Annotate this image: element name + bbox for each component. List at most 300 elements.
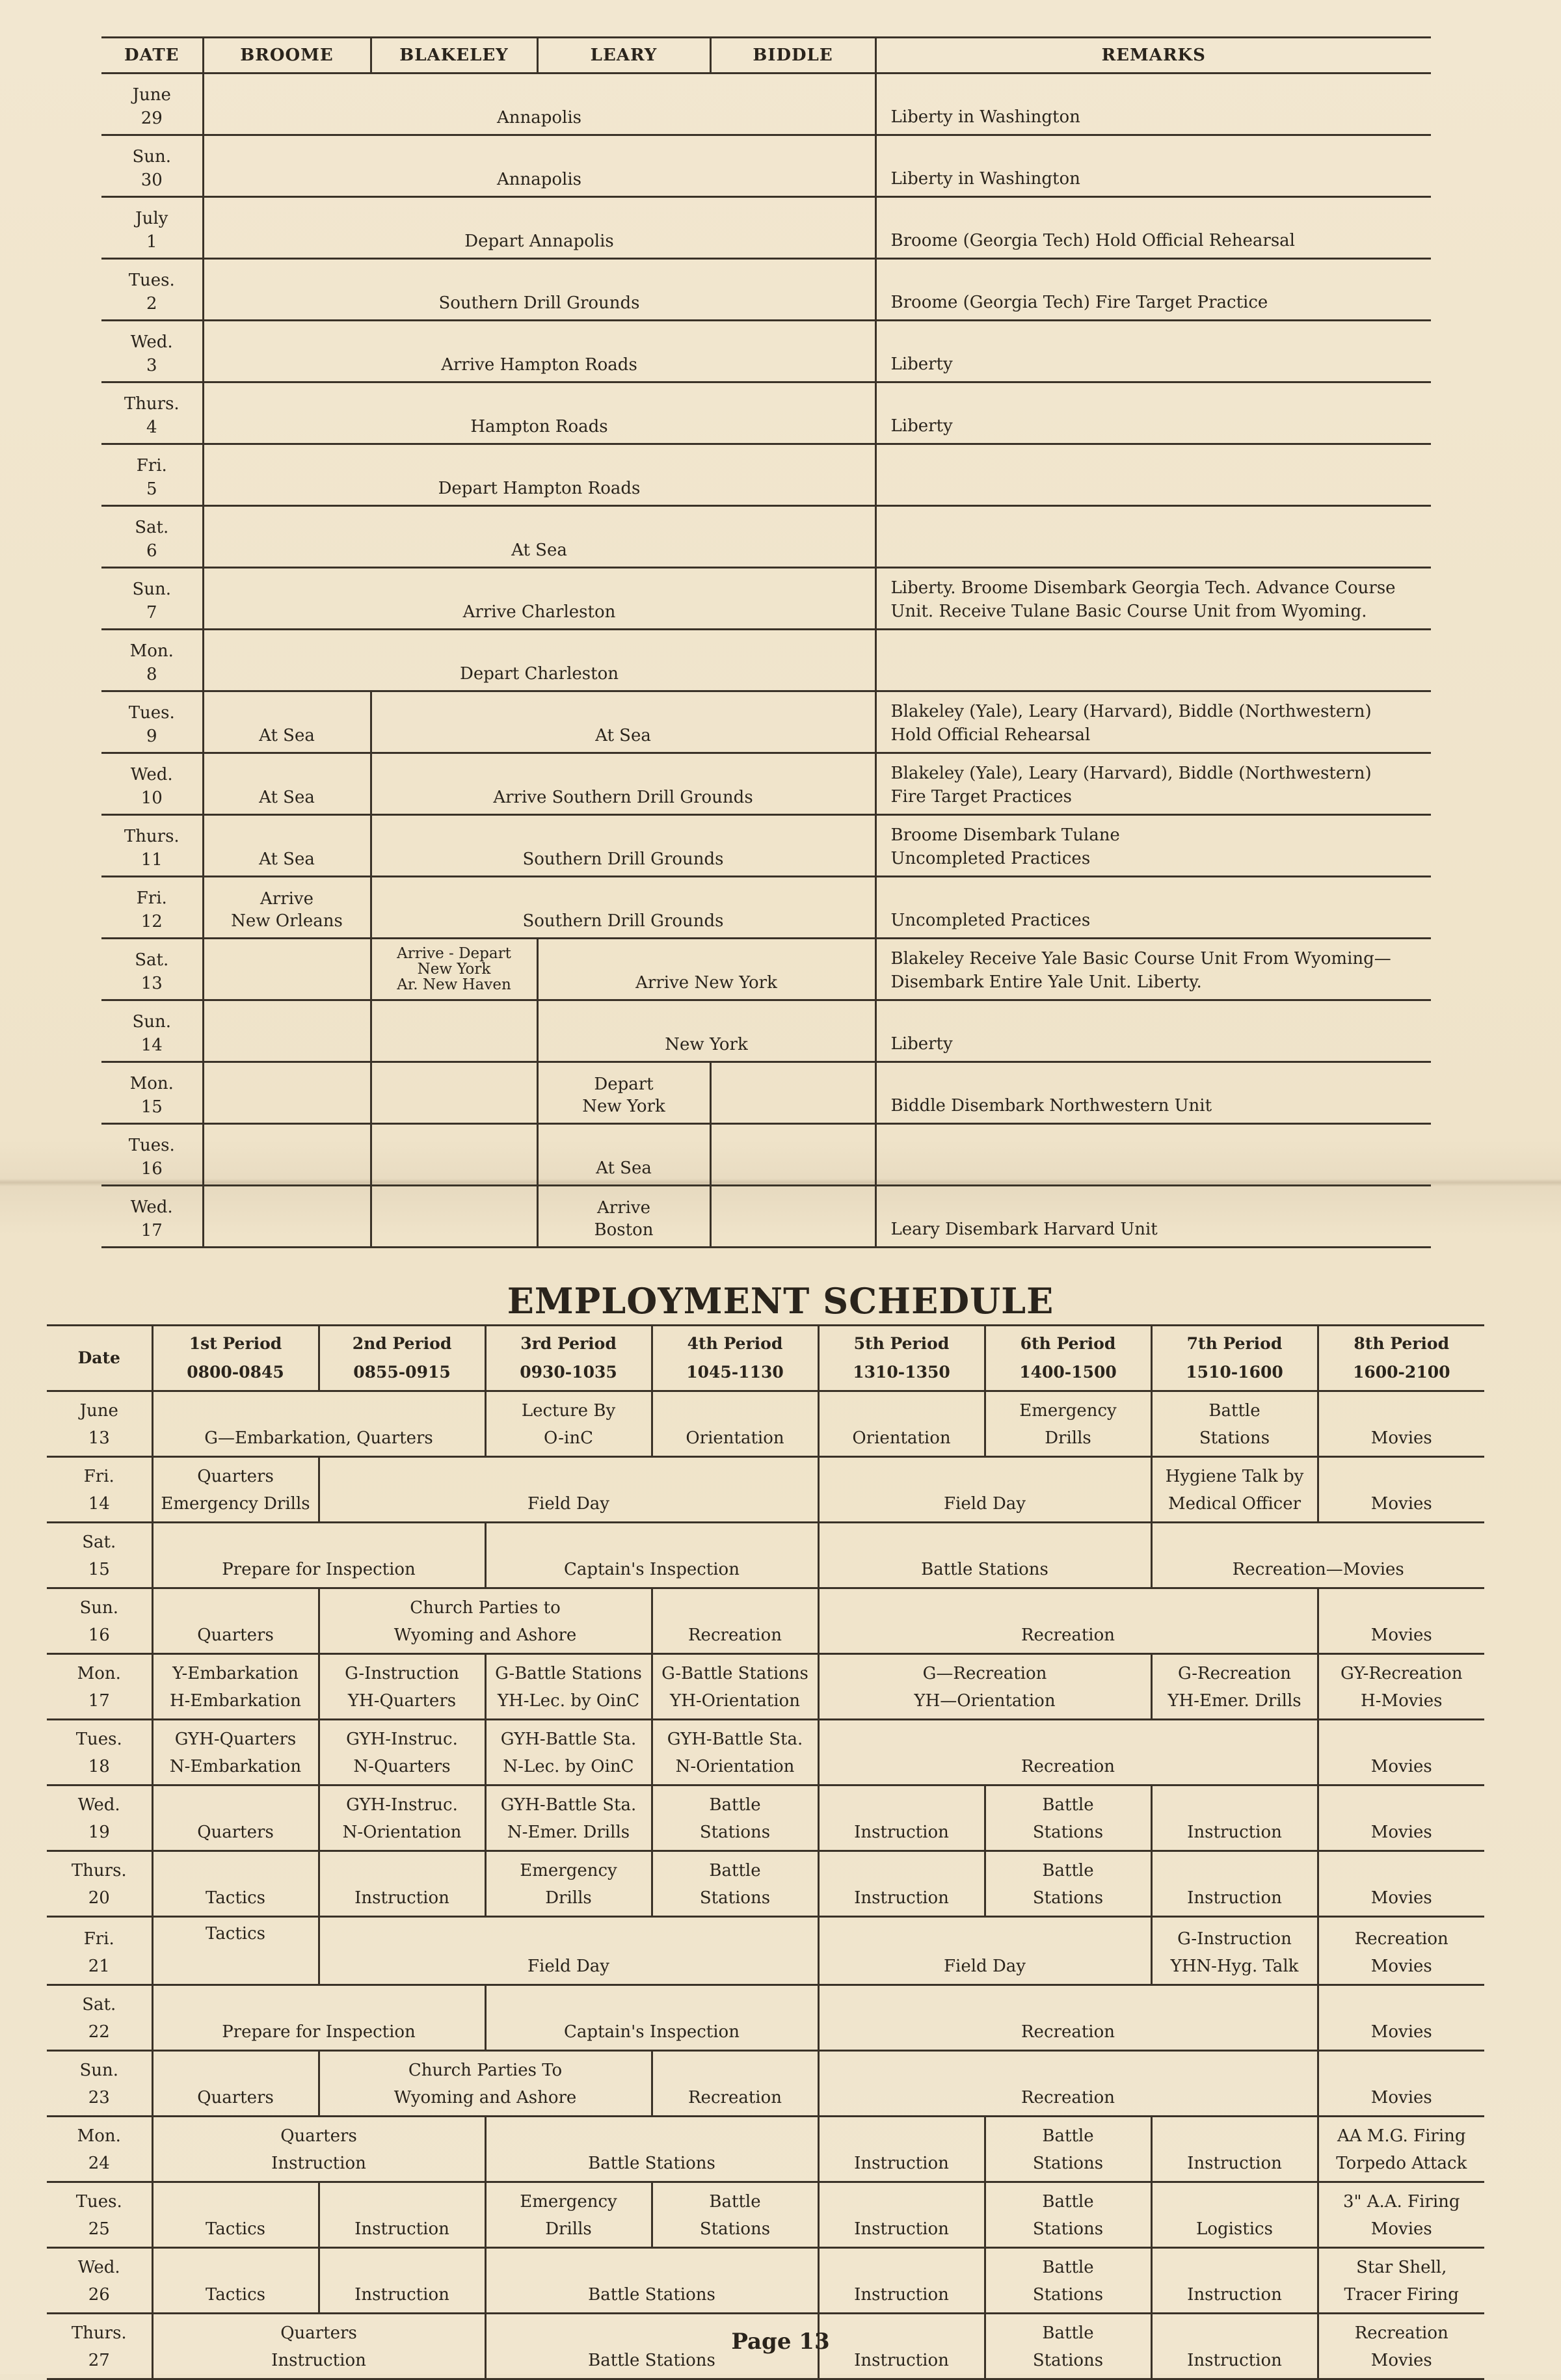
- cell-line: N-Emer. Drills: [507, 1823, 630, 1842]
- voyage-location-cell: [371, 939, 537, 1000]
- voyage-location-cell: [203, 1124, 371, 1186]
- cell-line: Orientation: [686, 1428, 784, 1448]
- employment-activity-cell: [1318, 2051, 1484, 2117]
- cell-line: 15: [88, 1560, 110, 1579]
- employment-activity-cell: [319, 1785, 485, 1851]
- header-broome: BROOME: [203, 38, 371, 74]
- cell-line: N-Embarkation: [169, 1757, 302, 1776]
- voyage-location-cell: [371, 1000, 537, 1062]
- cell-line: 16: [88, 1625, 110, 1645]
- employment-activity-cell: [1151, 2182, 1318, 2248]
- employment-activity-cell: [818, 1523, 1151, 1588]
- voyage-date-cell: [101, 444, 203, 506]
- cell-line: 12: [140, 912, 163, 931]
- employment-activity-cell: [1151, 1523, 1484, 1588]
- employment-date-cell: [47, 1391, 152, 1457]
- cell-line: Instruction: [1187, 2154, 1282, 2173]
- cell-line: Arrive: [260, 889, 314, 909]
- cell-line: Instruction: [271, 2351, 366, 2370]
- employment-row: [47, 1917, 1484, 1985]
- voyage-row: [101, 568, 1431, 630]
- cell-line: 22: [88, 2022, 110, 2042]
- voyage-location-cell: [371, 815, 875, 877]
- voyage-row: [101, 1124, 1431, 1186]
- employment-activity-cell: [652, 2182, 818, 2248]
- cell-line: Drills: [545, 2219, 592, 2239]
- cell-line: Fri.: [136, 889, 167, 908]
- employment-activity-cell: [152, 1917, 319, 1985]
- cell-line: Battle: [709, 2192, 761, 2212]
- cell-line: June: [132, 85, 171, 105]
- employment-activity-cell: [152, 1457, 319, 1523]
- employment-activity-cell: [319, 2182, 485, 2248]
- cell-line: Battle: [709, 1861, 761, 1880]
- cell-line: Prepare for Inspection: [222, 1560, 416, 1579]
- voyage-location-cell: [537, 1124, 710, 1186]
- cell-line: Instruction: [1187, 1823, 1282, 1842]
- cell-line: Movies: [1370, 2022, 1432, 2042]
- employment-activity-cell: [1318, 1588, 1484, 1654]
- cell-line: Stations: [1032, 2351, 1104, 2370]
- cell-line: Biddle Disembark Northwestern Unit: [890, 1096, 1212, 1116]
- cell-line: Quarters: [280, 2323, 357, 2343]
- voyage-date-cell: [101, 630, 203, 691]
- cell-line: Captain's Inspection: [564, 2022, 740, 2042]
- voyage-row: [101, 135, 1431, 197]
- employment-date-cell: [47, 1917, 152, 1985]
- cell-line: Sat.: [135, 518, 169, 537]
- cell-line: Wed.: [130, 765, 173, 784]
- employment-table-body: [47, 1391, 1484, 2379]
- voyage-date-cell: [101, 691, 203, 753]
- cell-line: Prepare for Inspection: [222, 2022, 416, 2042]
- cell-line: Movies: [1370, 1428, 1432, 1448]
- employment-activity-cell: [818, 1457, 1151, 1523]
- cell-line: Battle: [1042, 1861, 1094, 1880]
- cell-line: Instruction: [854, 2285, 949, 2305]
- voyage-location-cell: [203, 74, 875, 135]
- cell-line: Instruction: [354, 2285, 449, 2305]
- cell-line: YH-Emer. Drills: [1167, 1691, 1301, 1711]
- voyage-location-cell: [371, 1186, 537, 1248]
- employment-activity-cell: [319, 1654, 485, 1720]
- cell-line: Field Day: [527, 1957, 609, 1976]
- voyage-remarks-cell: [875, 506, 1431, 568]
- cell-line: Mon.: [77, 1664, 121, 1683]
- cell-line: Fire Target Practices: [890, 787, 1072, 807]
- cell-line: Torpedo Attack: [1336, 2154, 1467, 2173]
- employment-activity-cell: [1318, 2248, 1484, 2314]
- cell-line: Movies: [1370, 1888, 1432, 1908]
- cell-line: GY-Recreation: [1341, 1664, 1463, 1683]
- cell-line: Recreation—Movies: [1232, 1560, 1404, 1579]
- employment-activity-cell: [152, 1588, 319, 1654]
- employment-activity-cell: [485, 2182, 652, 2248]
- cell-line: Thurs.: [71, 1861, 127, 1880]
- cell-line: Battle: [1208, 1401, 1261, 1421]
- cell-line: Stations: [699, 1888, 771, 1908]
- cell-line: Recreation: [1354, 2323, 1448, 2343]
- employment-row: [47, 1654, 1484, 1720]
- voyage-date-cell: [101, 197, 203, 259]
- cell-line: 2: [146, 294, 157, 314]
- cell-line: 25: [88, 2219, 110, 2239]
- employment-activity-cell: [818, 1654, 1151, 1720]
- employment-activity-cell: [818, 2182, 985, 2248]
- cell-line: Sun.: [132, 1012, 172, 1032]
- cell-line: Southern Drill Grounds: [522, 911, 724, 931]
- cell-line: Church Parties To: [408, 2061, 563, 2080]
- cell-line: 5: [146, 479, 157, 499]
- employment-activity-cell: [1318, 1785, 1484, 1851]
- voyage-date-cell: [101, 1000, 203, 1062]
- voyage-remarks-cell: [875, 197, 1431, 259]
- cell-line: Emergency: [520, 1861, 617, 1880]
- voyage-date-cell: [101, 1062, 203, 1124]
- voyage-remarks-cell: [875, 939, 1431, 1000]
- cell-line: 18: [88, 1757, 110, 1776]
- employment-row: [47, 2117, 1484, 2182]
- cell-line: 15: [140, 1097, 163, 1117]
- voyage-location-cell: [371, 1124, 537, 1186]
- cell-line: O-inC: [543, 1428, 593, 1448]
- cell-line: 16: [140, 1159, 163, 1179]
- cell-line: 1: [146, 232, 157, 252]
- voyage-location-cell: [537, 1062, 710, 1124]
- cell-line: Hampton Roads: [470, 417, 608, 436]
- cell-line: Liberty in Washington: [890, 169, 1080, 189]
- cell-line: Quarters: [197, 1823, 274, 1842]
- cell-line: YH-Orientation: [670, 1691, 800, 1711]
- cell-line: Movies: [1370, 1625, 1432, 1645]
- cell-line: Stations: [1032, 2154, 1104, 2173]
- employment-activity-cell: [1151, 1654, 1318, 1720]
- employment-date-cell: [47, 1588, 152, 1654]
- cell-line: Sat.: [135, 950, 169, 970]
- voyage-remarks-cell: [875, 568, 1431, 630]
- cell-line: Battle Stations: [588, 2154, 715, 2173]
- header-period-4: 4th Period 1045-1130: [652, 1326, 818, 1391]
- voyage-remarks-cell: [875, 877, 1431, 939]
- voyage-remarks-cell: [875, 1124, 1431, 1186]
- employment-activity-cell: [1151, 2248, 1318, 2314]
- voyage-date-cell: [101, 1124, 203, 1186]
- cell-line: Sun.: [79, 2061, 119, 2080]
- employment-activity-cell: [652, 1654, 818, 1720]
- employment-activity-cell: [818, 2117, 985, 2182]
- employment-date-cell: [47, 2051, 152, 2117]
- employment-activity-cell: [652, 1785, 818, 1851]
- cell-line: 29: [140, 109, 163, 128]
- cell-line: Sun.: [79, 1598, 119, 1618]
- voyage-row: [101, 382, 1431, 444]
- cell-line: Ar. New Haven: [397, 976, 511, 993]
- voyage-row: [101, 877, 1431, 939]
- cell-line: G-Recreation: [1177, 1664, 1292, 1683]
- voyage-location-cell: [203, 568, 875, 630]
- cell-line: Instruction: [354, 2219, 449, 2239]
- employment-activity-cell: [152, 1985, 485, 2051]
- employment-activity-cell: [485, 2117, 818, 2182]
- cell-line: Liberty in Washington: [890, 107, 1080, 127]
- cell-line: Battle Stations: [588, 2351, 715, 2370]
- cell-line: Lecture By: [521, 1401, 616, 1421]
- cell-line: 13: [88, 1428, 110, 1448]
- voyage-date-cell: [101, 259, 203, 321]
- cell-line: Southern Drill Grounds: [522, 849, 724, 869]
- employment-activity-cell: [485, 1985, 818, 2051]
- cell-line: G-Instruction: [345, 1664, 459, 1683]
- employment-activity-cell: [1151, 1785, 1318, 1851]
- employment-activity-cell: [152, 1391, 485, 1457]
- employment-activity-cell: [818, 1391, 985, 1457]
- cell-line: Emergency: [1019, 1401, 1117, 1421]
- cell-line: Medical Officer: [1167, 1494, 1301, 1514]
- employment-activity-cell: [818, 1851, 985, 1917]
- employment-activity-cell: [985, 2117, 1151, 2182]
- cell-line: GYH-Instruc.: [346, 1795, 458, 1815]
- cell-line: 19: [88, 1823, 110, 1842]
- cell-line: Arrive Southern Drill Grounds: [493, 788, 753, 807]
- voyage-location-cell: [203, 259, 875, 321]
- employment-activity-cell: [985, 1851, 1151, 1917]
- cell-line: Recreation: [687, 2088, 782, 2107]
- cell-line: Battle Stations: [588, 2285, 715, 2305]
- cell-line: Thurs.: [124, 394, 180, 414]
- cell-line: Movies: [1370, 2088, 1432, 2107]
- cell-line: Instruction: [1187, 2351, 1282, 2370]
- employment-activity-cell: [319, 1588, 652, 1654]
- employment-activity-cell: [1318, 1391, 1484, 1457]
- employment-activity-cell: [985, 1391, 1151, 1457]
- cell-line: Battle: [1042, 2126, 1094, 2146]
- cell-line: Uncompleted Practices: [890, 849, 1091, 868]
- cell-line: New Orleans: [231, 911, 343, 931]
- voyage-date-cell: [101, 815, 203, 877]
- voyage-remarks-cell: [875, 135, 1431, 197]
- cell-line: Logistics: [1196, 2219, 1273, 2239]
- cell-line: Liberty: [890, 354, 953, 374]
- voyage-remarks-cell: [875, 321, 1431, 382]
- employment-header-row: [47, 1326, 1484, 1391]
- cell-line: Tues.: [75, 1730, 122, 1749]
- cell-line: Thurs.: [71, 2323, 127, 2343]
- cell-line: GYH-Battle Sta.: [500, 1730, 637, 1749]
- cell-line: At Sea: [595, 726, 651, 745]
- voyage-date-cell: [101, 506, 203, 568]
- voyage-row: [101, 1000, 1431, 1062]
- cell-line: Arrive Hampton Roads: [441, 355, 637, 375]
- employment-date-cell: [47, 1851, 152, 1917]
- page-number: Page 13: [731, 2329, 830, 2355]
- employment-activity-cell: [985, 2182, 1151, 2248]
- voyage-row: [101, 444, 1431, 506]
- cell-line: H-Movies: [1361, 1691, 1443, 1711]
- cell-line: Field Day: [943, 1957, 1026, 1976]
- cell-line: At Sea: [511, 541, 567, 560]
- cell-line: G-Instruction: [1177, 1929, 1292, 1949]
- cell-line: Mon.: [129, 1074, 174, 1093]
- cell-line: GYH-Battle Sta.: [667, 1730, 803, 1749]
- employment-row: [47, 1985, 1484, 2051]
- voyage-row: [101, 753, 1431, 815]
- cell-line: N-Orientation: [342, 1823, 462, 1842]
- voyage-remarks-cell: [875, 1000, 1431, 1062]
- employment-activity-cell: [985, 1785, 1151, 1851]
- cell-line: 3: [146, 356, 157, 375]
- employment-activity-cell: [652, 1720, 818, 1785]
- voyage-row: [101, 815, 1431, 877]
- cell-line: G—Recreation: [922, 1664, 1047, 1683]
- voyage-header-row: [101, 38, 1431, 74]
- cell-line: New York: [417, 961, 491, 978]
- voyage-remarks-cell: [875, 1062, 1431, 1124]
- cell-line: H-Embarkation: [169, 1691, 302, 1711]
- cell-line: Broome (Georgia Tech) Fire Target Practice: [890, 293, 1268, 312]
- cell-line: Movies: [1370, 2219, 1432, 2239]
- cell-line: 11: [140, 850, 163, 870]
- employment-activity-cell: [485, 1523, 818, 1588]
- cell-line: Instruction: [354, 1888, 449, 1908]
- cell-line: 3" A.A. Firing: [1342, 2192, 1460, 2212]
- employment-activity-cell: [818, 1985, 1318, 2051]
- employment-activity-cell: [319, 1720, 485, 1785]
- cell-line: At Sea: [259, 788, 315, 807]
- cell-line: 23: [88, 2088, 110, 2107]
- cell-line: YH-Lec. by OinC: [497, 1691, 640, 1711]
- cell-line: Arrive: [596, 1198, 651, 1218]
- header-period-6: 6th Period 1400-1500: [985, 1326, 1151, 1391]
- cell-line: 17: [140, 1221, 163, 1240]
- voyage-location-cell: [537, 1186, 710, 1248]
- cell-line: AA M.G. Firing: [1337, 2126, 1466, 2146]
- voyage-date-cell: [101, 135, 203, 197]
- cell-line: Instruction: [854, 1888, 949, 1908]
- cell-line: Thurs.: [124, 827, 180, 846]
- voyage-row: [101, 1062, 1431, 1124]
- voyage-date-cell: [101, 1186, 203, 1248]
- cell-line: Sun.: [132, 147, 172, 167]
- cell-line: Captain's Inspection: [564, 1560, 740, 1579]
- cell-line: Broome (Georgia Tech) Hold Official Rehearsal: [890, 231, 1295, 250]
- employment-activity-cell: [1151, 1917, 1318, 1985]
- cell-line: Quarters: [197, 1467, 274, 1486]
- voyage-row: [101, 691, 1431, 753]
- employment-activity-cell: [1318, 1917, 1484, 1985]
- employment-activity-cell: [652, 1391, 818, 1457]
- cell-line: Blakeley (Yale), Leary (Harvard), Biddle (Northwestern): [890, 764, 1372, 783]
- employment-activity-cell: [485, 1785, 652, 1851]
- cell-line: 7: [146, 603, 157, 622]
- employment-row: [47, 1391, 1484, 1457]
- employment-activity-cell: [485, 1654, 652, 1720]
- voyage-location-cell: [371, 691, 875, 753]
- employment-date-cell: [47, 2182, 152, 2248]
- employment-activity-cell: [319, 1457, 818, 1523]
- voyage-location-cell: [203, 630, 875, 691]
- employment-activity-cell: [818, 2051, 1318, 2117]
- cell-line: Orientation: [852, 1428, 951, 1448]
- cell-line: N-Quarters: [353, 1757, 451, 1776]
- cell-line: Wyoming and Ashore: [394, 1625, 577, 1645]
- employment-row: [47, 1588, 1484, 1654]
- cell-line: Instruction: [271, 2154, 366, 2173]
- voyage-remarks-cell: [875, 753, 1431, 815]
- employment-activity-cell: [152, 1523, 485, 1588]
- cell-line: Sun.: [132, 580, 172, 599]
- employment-activity-cell: [319, 1917, 818, 1985]
- employment-row: [47, 2051, 1484, 2117]
- cell-line: At Sea: [259, 849, 315, 869]
- cell-line: Emergency Drills: [161, 1494, 310, 1514]
- cell-line: Battle: [709, 1795, 761, 1815]
- employment-activity-cell: [319, 1851, 485, 1917]
- employment-date-cell: [47, 2248, 152, 2314]
- voyage-row: [101, 630, 1431, 691]
- cell-line: Southern Drill Grounds: [438, 293, 640, 313]
- cell-line: Fri.: [136, 456, 167, 475]
- employment-activity-cell: [1318, 1457, 1484, 1523]
- cell-line: June: [79, 1401, 118, 1421]
- header-period-7: 7th Period 1510-1600: [1151, 1326, 1318, 1391]
- cell-line: Tues.: [75, 2192, 122, 2212]
- cell-line: Movies: [1370, 1823, 1432, 1842]
- cell-line: 14: [88, 1494, 110, 1514]
- employment-date-cell: [47, 1457, 152, 1523]
- cell-line: N-Orientation: [675, 1757, 795, 1776]
- cell-line: 10: [140, 788, 163, 808]
- cell-line: Instruction: [854, 2154, 949, 2173]
- voyage-remarks-cell: [875, 74, 1431, 135]
- employment-schedule-title: EMPLOYMENT SCHEDULE: [507, 1280, 1054, 1322]
- cell-line: 21: [88, 1957, 110, 1976]
- cell-line: Stations: [699, 1823, 771, 1842]
- cell-line: Battle: [1042, 1795, 1094, 1815]
- voyage-row: [101, 939, 1431, 1000]
- voyage-location-cell: [203, 135, 875, 197]
- cell-line: Fri.: [83, 1467, 114, 1486]
- voyage-location-cell: [203, 939, 371, 1000]
- cell-line: New York: [582, 1097, 665, 1116]
- cell-line: Star Shell,: [1356, 2258, 1447, 2277]
- employment-activity-cell: [152, 1851, 319, 1917]
- employment-activity-cell: [152, 2248, 319, 2314]
- employment-row: [47, 2182, 1484, 2248]
- employment-activity-cell: [1318, 2182, 1484, 2248]
- cell-line: GYH-Battle Sta.: [500, 1795, 637, 1815]
- voyage-schedule-table: [101, 36, 1431, 1248]
- voyage-remarks-cell: [875, 691, 1431, 753]
- voyage-location-cell: [710, 1062, 875, 1124]
- header-leary: LEARY: [537, 38, 710, 74]
- cell-line: Annapolis: [496, 108, 582, 127]
- cell-line: Hold Official Rehearsal: [890, 725, 1091, 745]
- employment-activity-cell: [152, 2182, 319, 2248]
- employment-schedule-table: [47, 1324, 1484, 2380]
- employment-date-cell: [47, 2117, 152, 2182]
- cell-line: July: [135, 209, 168, 228]
- employment-activity-cell: [485, 1720, 652, 1785]
- employment-activity-cell: [818, 2248, 985, 2314]
- employment-activity-cell: [1318, 1851, 1484, 1917]
- cell-line: Tactics: [205, 2219, 266, 2239]
- cell-line: 13: [140, 974, 163, 993]
- cell-line: Battle Stations: [921, 1560, 1048, 1579]
- voyage-row: [101, 74, 1431, 135]
- voyage-table-body: [101, 74, 1431, 1248]
- cell-line: Stations: [1032, 1888, 1104, 1908]
- cell-line: YH-Quarters: [347, 1691, 457, 1711]
